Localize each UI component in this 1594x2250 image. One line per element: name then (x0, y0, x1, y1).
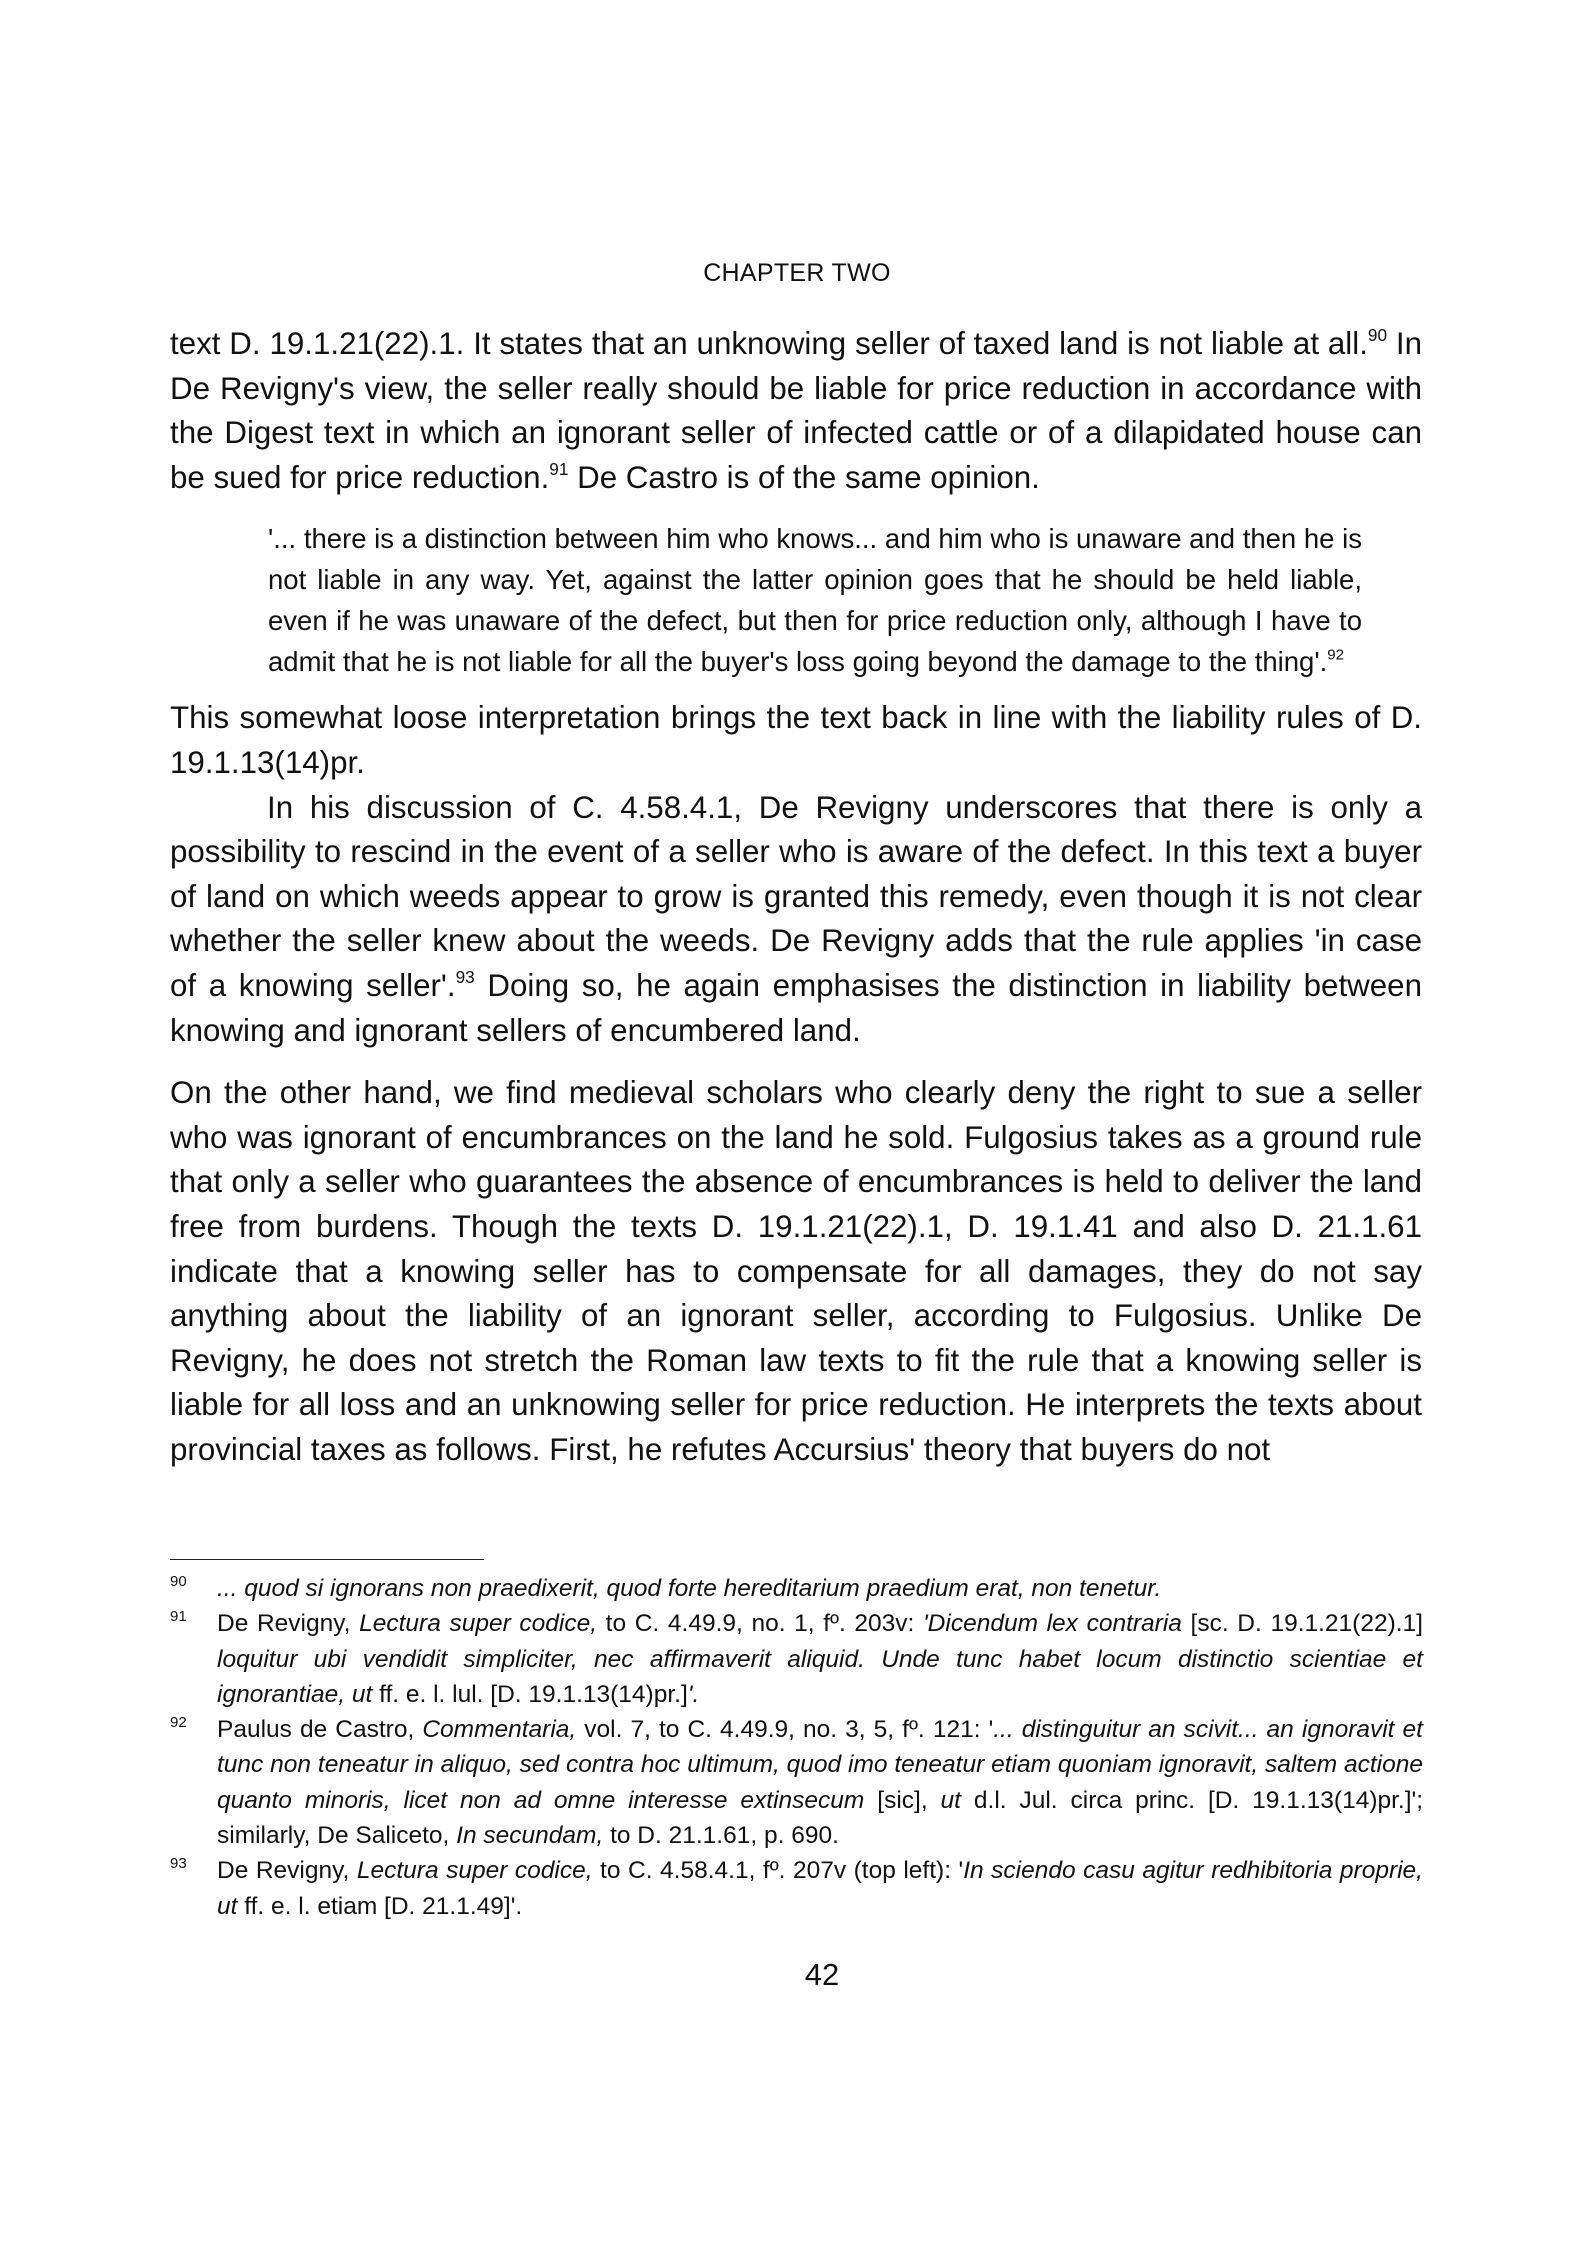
fn-text: De Revigny, (217, 1857, 357, 1885)
paragraph: This somewhat loose interpretation brings the text back in line with the liability rules of D. 19.1.13(14)pr. (170, 700, 1422, 780)
page-number: 42 (804, 1957, 840, 1992)
fn-italic: ... distinguitur an scivit... an ignoravit et tunc non teneatur in aliquo, sed contra hoc ultimum, quod imo teneatur etiam quoniam ignoravit, saltem actione quanto minoris, licet non ad omne interesse extinsecum (217, 1716, 1423, 1814)
text-span: De Castro is of the same opinion. (568, 459, 1040, 495)
paragraph: On the other hand, we find medieval scholars who clearly deny the right to sue a seller who was ignorant of encumbrances on the land he sold. Fulgosius takes as a ground rule that only a seller who guarantees the absence of encumbrances is held to deliver the land free from burdens. Though the texts D. 19.1.21(22).1, D. 19.1.41 and also D. 21.1.61 indicate that a knowing seller has to compensate for all damages, they do not say anything about the liability of an ignorant seller, according to Fulgosius. Unlike De Revigny, he does not stretch the Roman law texts to fit the rule that a knowing seller is liable for all loss and an unknowing seller for price reduction. He interprets the texts about provincial taxes as follows. First, he refutes Accursius' theory that buyers do not (170, 1075, 1422, 1467)
text-span: In his discussion of C. 4.58.4.1, De Revigny underscores that there is only a possibility to rescind in the event of a seller who is aware of the defect. In this text a buyer of land on which weeds appear to grow is granted this remedy, even though it is not clear whether the seller knew about the weeds. De Revigny adds that the rule applies 'in case of a knowing seller'. (170, 789, 1422, 1003)
footnote-number: 92 (170, 1714, 187, 1732)
footnote-90 (170, 1571, 1423, 1606)
footnote-ref-91[interactable]: 91 (549, 458, 569, 479)
fn-italic: In secundam, (456, 1822, 604, 1850)
running-head: CHAPTER TWO (703, 259, 891, 287)
fn-text: De Revigny, (217, 1610, 360, 1638)
fn-text: to D. 21.1.61, p. 690. (603, 1822, 839, 1850)
text-span: In De Revigny's view, the seller really should be liable for price reduction in accordance with the Digest text in which an ignorant seller of infected cattle or of a dilapidated house can be sued for price reduction. (170, 326, 1422, 495)
footnote-rule (170, 1559, 484, 1560)
fn-italic: ut (940, 1786, 961, 1814)
footnote-number: 90 (170, 1573, 187, 1590)
fn-text: [sic], (864, 1786, 941, 1814)
fn-text: to C. 4.49.9, no. 1, fº. 203v: (597, 1610, 923, 1638)
footnote-92 (170, 1712, 1423, 1853)
main-text (170, 322, 1422, 1472)
fn-text: [sc. D. 19.1.21(22).1] (1181, 1610, 1423, 1638)
fn-text: vol. 7, to C. 4.49.9, no. 3, 5, fº. 121: ' (576, 1716, 994, 1744)
text-span: Doing so, he again emphasises the distinction in liability between knowing and ignorant sellers of encumbered land. (170, 967, 1422, 1048)
fn-italic: In sciendo casu agitur redhibitoria proprie, ut (217, 1857, 1423, 1920)
footnote-93 (170, 1853, 1423, 1924)
footnote-91 (170, 1606, 1423, 1712)
fn-text: to C. 4.58.4.1, fº. 207v (top left): ' (592, 1857, 964, 1885)
fn-italic: Commentaria, (422, 1716, 577, 1744)
fn-italic: loquitur ubi vendidit simpliciter, nec affirmaverit aliquid. Unde tunc habet locum distinctio scientiae et ignorantiae, ut (217, 1645, 1423, 1708)
footnotes (170, 1571, 1423, 1924)
quote-text: '... there is a distinction between him who knows... and him who is unaware and then he is not liable in any way. Yet, against the latter opinion goes that he should be held liable, even if he was unaware of the defect, but then for price reduction only, although I have to admit that he is not liable for all the buyer's loss going beyond the damage to the thing'. (268, 523, 1362, 678)
fn-text: ff. e. l. lul. [D. 19.1.13(14)pr.] (372, 1680, 688, 1708)
footnote-ref-93[interactable]: 93 (455, 967, 475, 988)
fn-text: ff. e. l. etiam [D. 21.1.49]'. (237, 1892, 523, 1920)
footnote-ref-92[interactable]: 92 (1327, 647, 1345, 665)
footnote-text: ... quod si ignorans non praedixerit, quod forte hereditarium praedium erat, non tenetur. (217, 1575, 1162, 1602)
footnote-number: 91 (170, 1608, 187, 1626)
fn-italic: '. (687, 1680, 700, 1708)
footnote-ref-90[interactable]: 90 (1367, 325, 1388, 346)
footnote-number: 93 (170, 1855, 187, 1873)
paragraph (170, 786, 1422, 1054)
paragraph (170, 322, 1422, 500)
block-quote (268, 518, 1362, 682)
text-span: text D. 19.1.21(22).1. It states that an unknowing seller of taxed land is not liable at all. (170, 326, 1368, 361)
fn-italic: 'Dicendum lex contraria (923, 1610, 1182, 1638)
fn-italic: Lectura super codice, (359, 1610, 598, 1638)
fn-text: d.l. Jul. circa princ. [D. 19.1.13(14)pr.]'; similarly, De Saliceto, (217, 1786, 1424, 1850)
fn-text: Paulus de Castro, (217, 1716, 423, 1744)
fn-italic: Lectura super codice, (356, 1857, 593, 1885)
